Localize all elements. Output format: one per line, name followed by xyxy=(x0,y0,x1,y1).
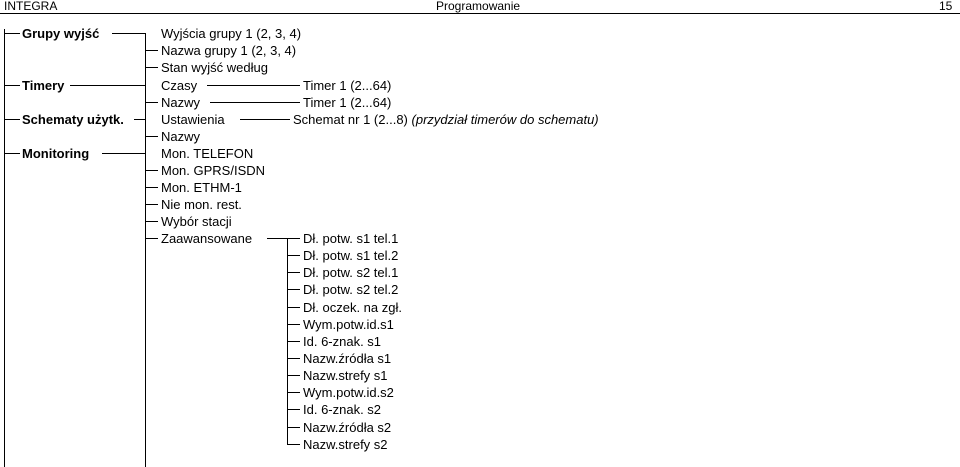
item-nazwy-timery: Nazwy xyxy=(161,95,201,110)
group-monitoring: Monitoring xyxy=(22,146,90,161)
item-mon-gprs: Mon. GPRS/ISDN xyxy=(161,163,266,178)
advanced-item: Nazw.strefy s2 xyxy=(303,437,388,452)
advanced-item: Nazw.źródła s2 xyxy=(303,420,392,435)
header-center: Programowanie xyxy=(436,0,521,13)
sub-schemat-note: (przydział timerów do schematu) xyxy=(411,112,599,127)
sub-schemat-label: Schemat nr 1 (2...8) xyxy=(293,112,408,127)
item-ustawienia: Ustawienia xyxy=(161,112,225,127)
item-nazwy-schematy: Nazwy xyxy=(161,129,201,144)
page-number: 15 xyxy=(939,0,953,13)
item-nie-mon: Nie mon. rest. xyxy=(161,197,242,212)
group-timery: Timery xyxy=(22,78,65,93)
advanced-item: Wym.potw.id.s2 xyxy=(303,385,394,400)
advanced-item: Nazw.strefy s1 xyxy=(303,368,388,383)
advanced-item: Dł. potw. s1 tel.1 xyxy=(303,231,399,246)
sub-timer-czasy: Timer 1 (2...64) xyxy=(303,78,392,93)
item-nazwa-grupy: Nazwa grupy 1 (2, 3, 4) xyxy=(161,43,297,58)
item-wybor-stacji: Wybór stacji xyxy=(161,214,232,229)
advanced-item: Id. 6-znak. s2 xyxy=(303,402,382,417)
advanced-item: Dł. potw. s2 tel.1 xyxy=(303,265,399,280)
item-wyjscia-grupy: Wyjścia grupy 1 (2, 3, 4) xyxy=(161,26,302,41)
item-stan-wyjsc: Stan wyjść według xyxy=(161,60,268,75)
advanced-item: Dł. potw. s1 tel.2 xyxy=(303,248,399,263)
advanced-item: Id. 6-znak. s1 xyxy=(303,334,382,349)
group-grupy-wyjsc: Grupy wyjść xyxy=(22,26,100,41)
sub-timer-nazwy: Timer 1 (2...64) xyxy=(303,95,392,110)
group-schematy: Schematy użytk. xyxy=(22,112,124,127)
advanced-item: Dł. potw. s2 tel.2 xyxy=(303,282,399,297)
item-mon-telefon: Mon. TELEFON xyxy=(161,146,254,161)
advanced-item: Dł. oczek. na zgł. xyxy=(303,300,402,315)
item-mon-ethm: Mon. ETHM-1 xyxy=(161,180,242,195)
header-left: INTEGRA xyxy=(4,0,58,13)
item-zaawansowane: Zaawansowane xyxy=(161,231,253,246)
sub-schemat xyxy=(293,112,599,127)
item-czasy: Czasy xyxy=(161,78,198,93)
advanced-item: Wym.potw.id.s1 xyxy=(303,317,394,332)
advanced-item: Nazw.źródła s1 xyxy=(303,351,392,366)
